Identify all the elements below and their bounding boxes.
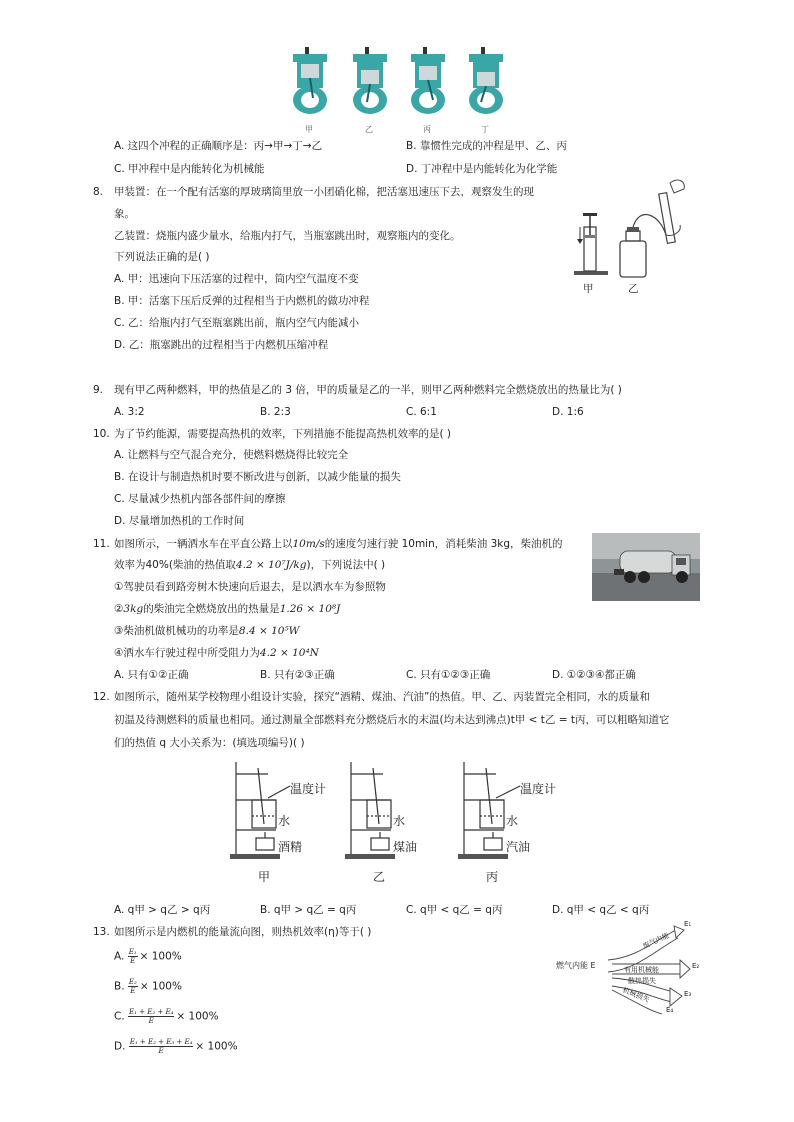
q10-option-b: B. 在设计与制造热机时要不断改进与创新，以减少能量的损失 [114, 471, 401, 483]
q10-option-d: D. 尽量增加热机的工作时间 [114, 515, 245, 527]
q11-s2-heat: 1.26 × 10⁸J [279, 603, 341, 615]
fraction-numerator: E₁ [128, 948, 137, 956]
apparatus-yi [345, 762, 395, 859]
q12-fuel-label: 汽油 [506, 840, 531, 854]
q8-fig-label-jia: 甲 [583, 283, 594, 295]
q8-option-a: A. 甲：迅速向下压活塞的过程中，筒内空气温度不变 [114, 273, 359, 285]
q13-option-c-fraction [128, 1008, 174, 1025]
water-truck-svg [592, 533, 700, 601]
q11-s4-force: 4.2 × 10⁴N [259, 647, 319, 659]
energy-e-label: E₂ [692, 962, 700, 970]
q13-option-b-fraction [128, 978, 138, 995]
q11-s2-mass: 3kg [123, 603, 144, 615]
q9-option-c: C. 6:1 [406, 406, 437, 418]
q8-option-d: D. 乙：瓶塞跳出的过程相当于内燃机压缩冲程 [114, 339, 329, 351]
q11-line1 [114, 537, 563, 552]
q9-number: 9. [93, 384, 104, 396]
q12-apparatus-label: 乙 [373, 870, 386, 884]
q11-speed-value: 10m/s [292, 538, 325, 550]
engine-label: 乙 [365, 125, 373, 134]
compression-tube [574, 213, 608, 275]
q12-apparatus-label: 甲 [258, 870, 271, 884]
engine-jia [293, 47, 327, 114]
q12-apparatus-label: 丙 [486, 870, 499, 884]
engine-label: 甲 [305, 125, 313, 134]
q11-number: 11. [93, 538, 110, 550]
q12-option-b: B. q甲 > q乙 = q丙 [260, 904, 357, 916]
fuel-heating-apparatus-figure [228, 758, 578, 888]
energy-branch-label: 散热损失 [628, 977, 656, 985]
q13-option-a-label: A. [114, 950, 125, 963]
q12-option-a: A. q甲 > q乙 > q丙 [114, 904, 211, 916]
fraction-denominator: E [148, 1017, 154, 1025]
q11-statement-1: ①驾驶员看到路旁树木快速向后退去，是以洒水车为参照物 [114, 581, 386, 593]
energy-branch-label: 机械损失 [621, 986, 651, 1004]
q11-line1-text-c: 的速度匀速行驶 10min，消耗柴油 3kg，柴油机的 [324, 538, 563, 550]
engine-strokes-svg [285, 42, 515, 134]
q12-line2: 初温及待测燃料的质量也相同。通过测量全部燃料充分燃烧后水的末温(均未达到沸点)t甲 < t乙 = t丙，可以粗略知道它 [114, 714, 670, 726]
q13-option-c [114, 1008, 219, 1025]
engine-label: 丁 [481, 125, 489, 134]
flask-with-pump [620, 180, 684, 277]
fraction-denominator: E [130, 957, 136, 965]
q8-fig-label-yi: 乙 [628, 283, 639, 295]
q7-option-c: C. 甲冲程中是内能转化为机械能 [114, 163, 265, 175]
q11-option-b: B. 只有②③正确 [260, 669, 335, 681]
fraction-numerator: E₁ + E₂ + E₄ [129, 1008, 174, 1016]
q12-water-label: 水 [506, 814, 519, 828]
q8-line4: 下列说法正确的是( ) [114, 251, 210, 263]
q13-option-d-label: D. [114, 1040, 126, 1053]
q11-statement-4 [114, 646, 319, 661]
q13-option-b-tail: × 100% [139, 980, 182, 993]
q11-line2-text-a: 效率为40%(柴油的热值取 [114, 559, 236, 571]
engine-label: 丙 [423, 125, 431, 134]
q12-line1: 如图所示，随州某学校物理小组设计实验，探究“酒精、煤油、汽油”的热值。甲、乙、丙装置完全相同，水的质量和 [114, 691, 650, 703]
q12-option-c: C. q甲 < q乙 = q丙 [406, 904, 503, 916]
q7-option-d: D. 丁冲程中是内能转化为化学能 [406, 163, 558, 175]
q13-option-a-tail: × 100% [139, 950, 182, 963]
q12-thermometer-label: 温度计 [290, 782, 327, 796]
energy-branch-label: 有用机械能 [624, 966, 659, 974]
water-truck-photo [592, 533, 700, 601]
energy-e-label: E₄ [666, 1006, 674, 1014]
q12-fuel-label: 酒精 [278, 840, 303, 854]
fraction-denominator: E [158, 1047, 164, 1055]
q11-statement-2 [114, 602, 340, 617]
energy-flow-diagram [556, 920, 706, 1016]
q13-option-a [114, 948, 182, 965]
energy-branch-label: 废气内能 [641, 931, 671, 951]
q8-option-c: C. 乙：给瓶内打气至瓶塞跳出前，瓶内空气内能减小 [114, 317, 360, 329]
q8-line1: 甲装置：在一个配有活塞的厚玻璃筒里放一小团硝化棉，把活塞迅速压下去，观察发生的现 [114, 186, 534, 198]
q8-line2: 象。 [114, 208, 135, 220]
q13-option-d [114, 1038, 238, 1055]
q11-line2 [114, 558, 385, 573]
q11-line1-text-a: 如图所示，一辆洒水车在平直公路上以 [114, 538, 293, 550]
q11-s2-marker: ② [114, 603, 124, 615]
q11-option-c: C. 只有①②③正确 [406, 669, 491, 681]
q11-option-a: A. 只有①②正确 [114, 669, 189, 681]
fraction-numerator: E₂ [128, 978, 137, 986]
q13-option-d-tail: × 100% [195, 1040, 238, 1053]
q7-option-b: B. 靠惯性完成的冲程是甲、乙、丙 [406, 140, 567, 152]
energy-source-label: 燃气内能 E [556, 961, 596, 970]
fraction-denominator: E [130, 987, 136, 995]
energy-e-label: E₃ [684, 990, 692, 998]
q11-statement-3 [114, 624, 299, 639]
q13-option-c-label: C. [114, 1010, 125, 1023]
q9-option-d: D. 1:6 [552, 406, 584, 418]
q9-stem: 现有甲乙两种燃料，甲的热值是乙的 3 倍，甲的质量是乙的一半，则甲乙两种燃料完全燃烧放出的热量比为( ) [114, 384, 622, 396]
q11-s3-text: ③柴油机做机械功的功率是 [114, 625, 239, 637]
engine-bing [411, 47, 445, 114]
q11-heat-value: 4.2 × 10⁷J/kg [235, 559, 307, 571]
q9-option-b: B. 2:3 [260, 406, 291, 418]
q10-option-c: C. 尽量减少热机内部各部件间的摩擦 [114, 493, 286, 505]
q12-water-label: 水 [393, 814, 406, 828]
q13-option-b-label: B. [114, 980, 125, 993]
q13-option-c-tail: × 100% [176, 1010, 219, 1023]
q12-line3: 们的热值 q 大小关系为：(填选项编号)( ) [114, 737, 305, 749]
q11-s3-power: 8.4 × 10⁵W [238, 625, 300, 637]
q13-option-d-fraction [129, 1038, 194, 1055]
energy-e-label: E₁ [684, 920, 692, 928]
engine-strokes-figure [285, 42, 515, 134]
q11-s4-text: ④洒水车行驶过程中所受阻力为 [114, 647, 260, 659]
q9-option-a: A. 3:2 [114, 406, 145, 418]
engine-ding [469, 47, 503, 114]
q8-apparatus-figure [570, 175, 700, 300]
q13-option-b [114, 978, 182, 995]
q11-line2-text-c: )，下列说法中( ) [306, 559, 386, 571]
q12-number: 12. [93, 691, 110, 703]
q12-water-label: 水 [278, 814, 291, 828]
q8-line3: 乙装置：烧瓶内盛少量水，给瓶内打气，当瓶塞跳出时，观察瓶内的变化。 [114, 230, 461, 242]
q12-option-d: D. q甲 < q乙 < q丙 [552, 904, 650, 916]
q11-s2-text: 的柴油完全燃烧放出的热量是 [143, 603, 280, 615]
q13-option-a-fraction [128, 948, 138, 965]
q10-number: 10. [93, 428, 110, 440]
fraction-numerator: E₁ + E₂ + E₃ + E₄ [129, 1038, 193, 1046]
q12-fuel-label: 煤油 [393, 840, 418, 854]
q8-number: 8. [93, 186, 104, 198]
q12-thermometer-label: 温度计 [520, 782, 557, 796]
engine-yi [353, 47, 387, 114]
q7-option-a: A. 这四个冲程的正确顺序是：丙→甲→丁→乙 [114, 140, 323, 152]
q10-stem: 为了节约能源，需要提高热机的效率，下列措施不能提高热机效率的是( ) [114, 428, 452, 440]
q11-option-d: D. ①②③④都正确 [552, 669, 636, 681]
q13-stem: 如图所示是内燃机的能量流向图，则热机效率(η)等于( ) [114, 926, 372, 938]
q13-number: 13. [93, 926, 110, 938]
q8-option-b: B. 甲：活塞下压后反弹的过程相当于内燃机的做功冲程 [114, 295, 370, 307]
q10-option-a: A. 让燃料与空气混合充分，使燃料燃烧得比较完全 [114, 449, 349, 461]
